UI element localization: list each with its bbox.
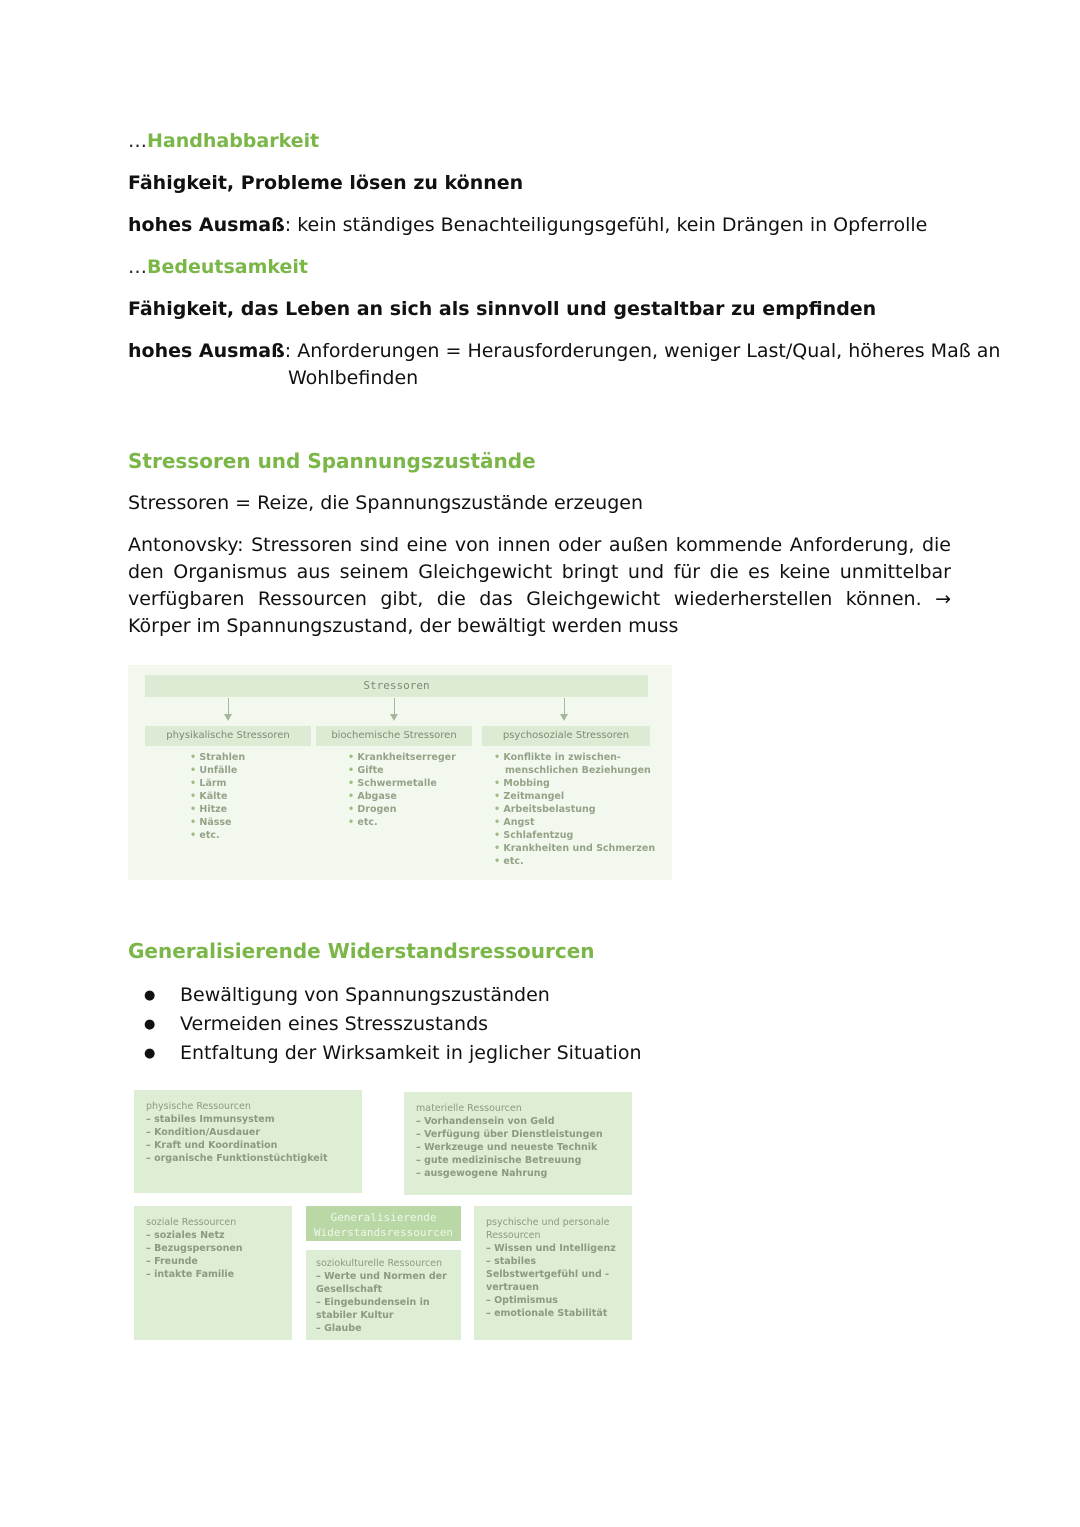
box-title: materielle Ressourcen: [416, 1103, 522, 1114]
list-item: – intakte Familie: [146, 1268, 280, 1281]
bedeutsamkeit-title: Bedeutsamkeit: [147, 256, 308, 278]
list-psychosozial: [494, 751, 655, 764]
list-item: – ausgewogene Nahrung: [416, 1167, 620, 1180]
box-title: psychische und personale: [486, 1217, 610, 1228]
list-item: – soziales Netz: [146, 1229, 280, 1242]
center-line-2: Widerstandsressourcen: [313, 1226, 454, 1239]
heading-stressoren: Stressoren und Spannungszustände: [128, 449, 536, 473]
list-item: • Lärm: [190, 777, 245, 790]
list-psychosozial-wrapper: [494, 751, 655, 868]
arrow-down-icon: [560, 714, 568, 721]
list-item: • Kälte: [190, 790, 245, 803]
list-item: – Eingebundensein in stabiler Kultur: [316, 1296, 451, 1322]
ressourcen-bullet-list: [128, 981, 641, 1068]
list-item: • Konflikte in zwischen-: [494, 751, 655, 764]
list-item: – Glaube: [316, 1322, 451, 1335]
column-title-biochemisch: biochemische Stressoren: [316, 726, 472, 746]
list-item: • Nässe: [190, 816, 245, 829]
handhabbarkeit-definition: Fähigkeit, Probleme lösen zu können: [128, 172, 524, 194]
list-item: • Abgase: [348, 790, 456, 803]
list-item: – gute medizinische Betreuung: [416, 1154, 620, 1167]
box-psychische-ressourcen: [474, 1206, 632, 1340]
list-item: • etc.: [190, 829, 245, 842]
bedeutsamkeit-hohes-ausmass-cont: Wohlbefinden: [288, 367, 419, 389]
list-item: • Strahlen: [190, 751, 245, 764]
list-item-continuation: menschlichen Beziehungen: [505, 765, 651, 776]
list-item: – Wissen und Intelligenz: [486, 1242, 620, 1255]
heading-handhabbarkeit: [128, 128, 319, 155]
list-physikalisch: [190, 751, 245, 842]
bedeutsamkeit-hohes-ausmass: [128, 338, 1000, 365]
list-item: • etc.: [494, 855, 655, 868]
list-item: • Gifte: [348, 764, 456, 777]
arrow-down-icon: [224, 714, 232, 721]
box-title: physische Ressourcen: [146, 1101, 251, 1112]
list-item: – Bezugspersonen: [146, 1242, 280, 1255]
box-soziokulturelle-ressourcen: [306, 1250, 461, 1340]
arrow-down-icon: [390, 714, 398, 721]
list-item: ● Bewältigung von Spannungszuständen: [128, 981, 641, 1010]
list-item: – organische Funktionstüchtigkeit: [146, 1152, 350, 1165]
bedeutsamkeit-definition: Fähigkeit, das Leben an sich als sinnvoll und gestaltbar zu empfinden: [128, 298, 877, 320]
list-item: • Drogen: [348, 803, 456, 816]
handhabbarkeit-title: Handhabbarkeit: [147, 130, 320, 152]
box-title: soziale Ressourcen: [146, 1217, 237, 1228]
hohes-ausmass-label: hohes Ausmaß: [128, 340, 285, 362]
list-item: • Unfälle: [190, 764, 245, 777]
handhabbarkeit-hohes-ausmass: [128, 212, 927, 239]
list-item: – Vorhandensein von Geld: [416, 1115, 620, 1128]
box-materielle-ressourcen: [404, 1092, 632, 1195]
list-item: • Hitze: [190, 803, 245, 816]
hohes-ausmass-text: : kein ständiges Benachteiligungsgefühl, kein Drängen in Opferrolle: [284, 214, 928, 236]
list-item: – stabiles Selbstwertgefühl und -vertrauen: [486, 1255, 620, 1294]
list-item: – Verfügung über Dienstleistungen: [416, 1128, 620, 1141]
list-item: • Schwermetalle: [348, 777, 456, 790]
list-item: – Werkzeuge und neueste Technik: [416, 1141, 620, 1154]
list-item: ● Vermeiden eines Stresszustands: [128, 1010, 641, 1039]
column-title-psychosozial: psychosoziale Stressoren: [482, 726, 650, 746]
column-title-physikalisch: physikalische Stressoren: [145, 726, 311, 746]
list-item: • Arbeitsbelastung: [494, 803, 655, 816]
list-item: • etc.: [348, 816, 456, 829]
box-title: soziokulturelle Ressourcen: [316, 1258, 443, 1269]
antonovsky-paragraph: Antonovsky: Stressoren sind eine von innen oder außen kommende Anforderung, die den Organismus aus seinem Gleichgewicht bringt und für die es keine unmittelbar verfügbaren Ressourcen gibt, die das Gleichgewicht wiederherstellen können. → Körper im Spannungszustand, der bewältigt werden muss: [128, 534, 951, 637]
list-item: – Optimismus: [486, 1294, 620, 1307]
box-title-cont: Ressourcen: [486, 1230, 541, 1241]
list-item: – Werte und Normen der Gesellschaft: [316, 1270, 451, 1296]
hohes-ausmass-text: : Anforderungen = Herausforderungen, weniger Last/Qual, höheres Maß an: [284, 340, 1001, 362]
list-item: • Krankheitserreger: [348, 751, 456, 764]
list-item: – Kondition/Ausdauer: [146, 1126, 350, 1139]
ellipsis: …: [128, 256, 147, 278]
box-soziale-ressourcen: [134, 1206, 292, 1340]
list-item: – emotionale Stabilität: [486, 1307, 620, 1320]
list-item: • Schlafentzug: [494, 829, 655, 842]
list-item: • Zeitmangel: [494, 790, 655, 803]
list-item: ● Entfaltung der Wirksamkeit in jeglicher Situation: [128, 1039, 641, 1068]
center-label-widerstandsressourcen: [306, 1206, 461, 1241]
list-item: • Mobbing: [494, 777, 655, 790]
list-item: – stabiles Immunsystem: [146, 1113, 350, 1126]
center-line-1: Generalisierende: [330, 1211, 437, 1224]
hohes-ausmass-label: hohes Ausmaß: [128, 214, 285, 236]
list-item: • Angst: [494, 816, 655, 829]
box-physische-ressourcen: [134, 1090, 362, 1193]
list-biochemisch: [348, 751, 456, 829]
heading-ressourcen: Generalisierende Widerstandsressourcen: [128, 939, 595, 963]
list-item: • Krankheiten und Schmerzen: [494, 842, 655, 855]
stressoren-diagram-title: Stressoren: [145, 675, 648, 697]
list-psychosozial-rest: [494, 777, 655, 868]
stressoren-definition: Stressoren = Reize, die Spannungszustände erzeugen: [128, 492, 643, 514]
list-item: – Kraft und Koordination: [146, 1139, 350, 1152]
list-item: – Freunde: [146, 1255, 280, 1268]
heading-bedeutsamkeit: [128, 254, 308, 281]
ellipsis: …: [128, 130, 147, 152]
